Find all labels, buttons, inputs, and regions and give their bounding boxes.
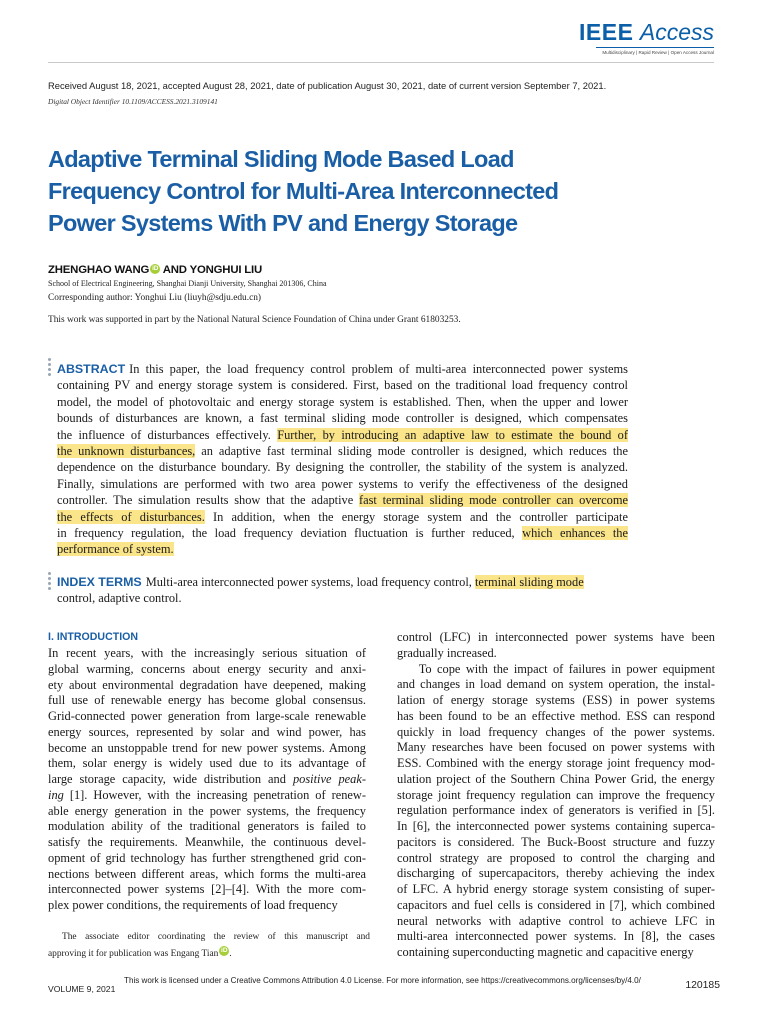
abstract-line [57, 459, 628, 475]
text-span: plex power conditions, the requirements of load frequency [48, 898, 338, 912]
text-span: able energy generation in the power systems, the frequency [48, 803, 366, 818]
text-span: full use of renewable energy has become global consensus. [48, 693, 366, 708]
abstract-line [57, 394, 628, 410]
abstract-dots-icon [48, 358, 52, 378]
highlighted-text: terminal sliding mode [474, 575, 584, 589]
author-name: ZHENGHAO WANG [48, 264, 150, 276]
footnote-line: approving it for publication was Engang Tian iD . [48, 947, 232, 959]
page-number: 120185 [685, 980, 720, 991]
abstract-line [57, 443, 628, 459]
text-span: containing PV and energy storage system is considered. First, based on the traditional load frequency control [57, 378, 628, 393]
text-span: gradually increased. [397, 645, 497, 660]
body-line [48, 693, 366, 709]
corresponding-author: Corresponding author: Yonghui Liu (liuyh@sdju.edu.cn) [48, 293, 262, 303]
body-line [397, 756, 715, 772]
text-span: an adaptive fast terminal sliding mode controller is designed, which reduces the [195, 444, 628, 459]
highlighted-text: the unknown disturbances, [57, 444, 196, 459]
text-span: global warming, concerns about energy security and anxi- [48, 661, 366, 676]
index-terms-dots-icon [48, 572, 52, 592]
body-line [48, 788, 366, 804]
highlighted-text: performance of system. [57, 542, 174, 557]
title-line: Adaptive Terminal Sliding Mode Based Load [48, 146, 514, 172]
body-line [397, 803, 715, 819]
highlighted-text: Further, by introducing an adaptive law to estimate the bound of [277, 427, 629, 442]
body-line [48, 851, 366, 867]
editor-footnote [48, 929, 370, 963]
abstract-label: ABSTRACT [57, 362, 126, 376]
body-line [397, 866, 715, 882]
abstract-line [57, 541, 628, 557]
body-line [397, 662, 715, 678]
text-span: To cope with the impact of failures in power equipment [397, 661, 716, 676]
body-line [48, 709, 366, 725]
publication-dates: Received August 18, 2021, accepted August 28, 2021, date of publication August 30, 2021, date of current version September 7, 2021. [48, 80, 607, 91]
text-span: has been found to be an effective method. ESS can respond [397, 708, 715, 723]
title-line: Frequency Control for Multi-Area Interconnected [48, 178, 559, 204]
author-name: AND YONGHUI LIU [160, 264, 263, 276]
body-line [48, 741, 366, 757]
text-span: ing [48, 787, 64, 802]
logo-ieee: IEEE [579, 19, 634, 45]
journal-logo [544, 20, 714, 55]
text-span: and changes in load demand on system operation, the instal- [397, 677, 715, 692]
doi-link[interactable]: 10.1109/ACCESS.2021.3109141 [121, 97, 218, 106]
logo-access: Access [639, 19, 714, 45]
funding-note: This work was supported in part by the National Natural Science Foundation of China under Grant 61803253. [48, 315, 461, 325]
abstract-line [57, 476, 628, 492]
body-line [397, 898, 715, 914]
text-span: pacitors is considered. The Buck-Boost structure and fuzzy [397, 834, 715, 849]
footnote-line: The associate editor coordinating the review of this manuscript and [62, 932, 370, 942]
text-span: quickly in load frequency changes of the power systems. [397, 724, 715, 739]
text-span: In this paper, the load frequency control problem of multi-area interconnected power systems [129, 362, 628, 376]
text-span: lation of energy storage systems (ESS) in power systems [397, 693, 715, 707]
text-span: bounds of disturbances are known, a fast terminal sliding mode controller is designed, which compensates [57, 411, 628, 426]
text-span: in frequency regulation, the load frequency deviation fluctuation is further reduced, [57, 526, 523, 541]
text-span: them, solar energy is widely used due to its advantage of [48, 756, 366, 771]
body-line [48, 756, 366, 772]
doi-line [48, 97, 218, 106]
doi-label: Digital Object Identifier [48, 97, 122, 106]
logo-rule [596, 47, 714, 48]
body-line [397, 851, 715, 867]
body-line [48, 898, 366, 914]
body-line [397, 914, 715, 930]
abstract-line [57, 525, 628, 541]
text-span: Finally, simulations are performed with two area power systems to verify the effectiveness of the designed [57, 476, 628, 491]
index-terms [57, 574, 628, 607]
paper-title [48, 143, 688, 239]
body-line [48, 772, 366, 788]
body-line [397, 945, 715, 961]
body-column-left [48, 646, 366, 914]
affiliation: School of Electrical Engineering, Shanghai Dianji University, Shanghai 201306, China [48, 279, 327, 288]
body-line [48, 662, 366, 678]
body-line [48, 867, 366, 883]
text-span: the influence of disturbances effectively. [57, 427, 278, 442]
abstract-line [57, 427, 628, 443]
highlighted-text: fast terminal sliding mode controller can overcome [358, 493, 628, 508]
text-span: Grid-connected power generation from large-scale renewable [48, 709, 366, 723]
footer-volume: VOLUME 9, 2021 [48, 984, 116, 994]
text-span: ulation project of the Southern China Power Grid, the energy [397, 771, 715, 786]
abstract-line [57, 361, 628, 377]
body-line [397, 725, 715, 741]
body-line [397, 929, 715, 945]
body-line [397, 709, 715, 725]
abstract-line [57, 377, 628, 393]
text-span: Many researches have been focused on power systems with [397, 740, 715, 755]
abstract-line [57, 492, 628, 508]
text-span: control, adaptive control. [57, 591, 182, 606]
text-span: large storage capacity, wide distribution and [48, 772, 293, 786]
text-span: satisfy the requirements. Meanwhile, the continuous devel- [48, 835, 366, 849]
body-line [48, 678, 366, 694]
body-line [397, 630, 715, 646]
header-divider [48, 62, 714, 63]
body-line [397, 772, 715, 788]
title-line: Power Systems With PV and Energy Storage [48, 210, 518, 236]
text-span: neural networks with adaptive control to achieve LFC in [397, 913, 715, 928]
abstract-line [57, 410, 628, 426]
abstract-line [57, 509, 628, 525]
text-span: discharging of supercapacitors, thereby achieving the index [397, 866, 715, 881]
text-span: become an unstoppable trend for new power systems. Among [48, 740, 366, 755]
text-span: of LFC. A hybrid energy storage system consisting of super- [397, 882, 715, 896]
author-list [48, 264, 262, 276]
body-line [48, 882, 366, 898]
body-line [48, 819, 366, 835]
text-span: storage joint frequency regulation can improve the frequency [397, 787, 715, 802]
body-line [397, 882, 715, 898]
text-span: modulation ability of the traditional generators is failed to [48, 819, 366, 834]
text-span: In recent years, with the increasingly serious situation of [48, 646, 366, 660]
body-line [48, 804, 366, 820]
highlighted-text: the effects of disturbances. [57, 509, 205, 524]
body-line [397, 740, 715, 756]
body-line [397, 646, 715, 662]
abstract [57, 361, 628, 558]
text-span: nections between different areas, which forms the multi-area [48, 866, 366, 881]
orcid-icon[interactable]: iD [221, 947, 228, 954]
text-span: ESS. Combined with the energy storage joint frequency mod- [397, 756, 715, 770]
body-line [397, 819, 715, 835]
text-span: [1]. However, with the increasing penetration of renew- [63, 787, 366, 802]
text-span: containing superconducting magnetic and capacitive energy [397, 945, 694, 959]
body-line [397, 835, 715, 851]
text-span: dependence on the disturbance boundary. By designing the controller, the stability of the system is analyzed. [57, 460, 628, 475]
index-terms-line [57, 590, 628, 606]
body-line [48, 646, 366, 662]
body-line [397, 788, 715, 804]
body-line [48, 725, 366, 741]
text-span: multi-area interconnected power systems. In [8], the cases [397, 929, 715, 944]
body-line [48, 835, 366, 851]
text-span: opment of grid technology has further strengthened grid con- [48, 850, 366, 865]
text-span: controller. The simulation results show that the adaptive [57, 493, 359, 508]
section-heading: I. INTRODUCTION [48, 631, 139, 643]
text-span: Multi-area interconnected power systems, load frequency control, [145, 575, 475, 589]
highlighted-text: which enhances the [522, 526, 628, 541]
text-span: capacitors and fuel cells is considered in [7], which combined [397, 897, 715, 912]
text-span: positive peak- [292, 772, 366, 786]
text-span: model, the model of photovoltaic and energy storage system is established. Then, when the upper and lower [57, 394, 628, 409]
text-span: control strategy are proposed to control the charging and [397, 850, 715, 865]
body-line [397, 677, 715, 693]
text-span: energy sources, represented by solar and wind power, has [48, 724, 366, 739]
text-span: regulation performance index of generators is verified in [5]. [397, 803, 715, 818]
footer-license[interactable]: This work is licensed under a Creative Commons Attribution 4.0 License. For more information, see https://creativecommons.org/licenses/by/4.0/ [124, 976, 641, 985]
text-span: In [6], the interconnected power systems containing superca- [397, 819, 715, 833]
body-column-right [397, 630, 715, 961]
orcid-icon[interactable]: iD [152, 265, 159, 272]
text-span: control (LFC) in interconnected power systems have been [397, 630, 715, 644]
index-terms-line [57, 574, 628, 590]
text-span: ety about environmental degradation have deepened, making [48, 677, 366, 692]
index-terms-label: INDEX TERMS [57, 575, 142, 589]
text-span: interconnected power systems [2]–[4]. With the more com- [48, 882, 366, 897]
text-span: In addition, when the energy storage system and the controller participate [204, 509, 628, 524]
journal-tagline: Multidisciplinary | Rapid Review | Open Access Journal [602, 50, 714, 55]
body-line [397, 693, 715, 709]
